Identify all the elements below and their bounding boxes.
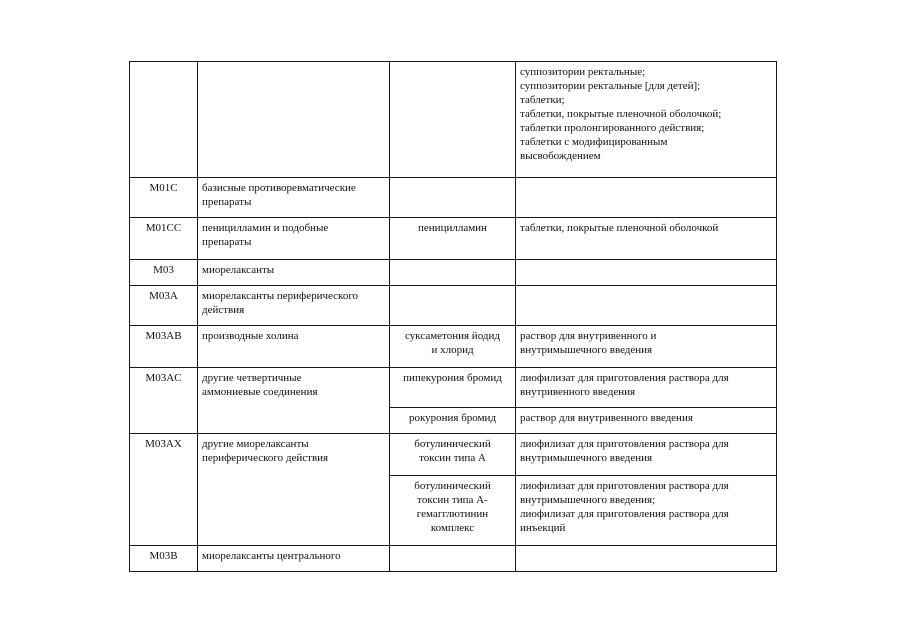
dosage-form-line: высвобождением: [520, 150, 601, 162]
dosage-form-line: суппозитории ректальные [для детей];: [520, 80, 701, 92]
table-row: [130, 62, 777, 178]
dosage-form-cell: [516, 286, 777, 326]
group-name-cell: [198, 62, 390, 178]
drug-name-line: токсин типа А-: [417, 494, 488, 506]
dosage-form-line: таблетки, покрытые пленочной оболочкой: [520, 222, 719, 234]
dosage-form-line: внутримышечного введения: [520, 344, 653, 356]
group-name-cell: [198, 286, 390, 326]
group-name-cell: [198, 218, 390, 260]
dosage-form-cell: [516, 326, 777, 368]
dosage-form-line: таблетки пролонгированного действия;: [520, 122, 705, 134]
group-name-cell: [198, 546, 390, 572]
dosage-form-line: лиофилизат для приготовления раствора для: [520, 508, 729, 520]
dosage-form-line: инъекций: [520, 522, 566, 534]
dosage-form-line: раствор для внутривенного введения: [520, 412, 693, 424]
dosage-form-line: таблетки с модифицированным: [520, 136, 668, 148]
dosage-form-cell: [516, 408, 777, 434]
group-name-cell: [198, 178, 390, 218]
table-row: [130, 286, 777, 326]
atc-code-cell: M03AB: [130, 326, 198, 368]
drug-name-line: суксаметония йодид: [405, 330, 500, 342]
drug-name-line: гемагглютинин: [416, 508, 489, 520]
dosage-form-line: таблетки, покрытые пленочной оболочкой;: [520, 108, 722, 120]
group-name-line: производные холина: [202, 330, 299, 342]
drug-name-cell: [390, 408, 516, 434]
drug-name-line: ботулинический: [414, 438, 491, 450]
drug-name-cell: [390, 326, 516, 368]
drug-name-cell: [390, 434, 516, 476]
medication-table: [129, 61, 777, 572]
group-name-line: другие четвертичные: [202, 372, 302, 384]
dosage-form-line: таблетки;: [520, 94, 565, 106]
table-row: [130, 368, 777, 408]
group-name-line: пеницилламин и подобные: [202, 222, 329, 234]
table-row: [130, 326, 777, 368]
group-name-line: миорелаксанты: [202, 264, 275, 276]
dosage-form-line: лиофилизат для приготовления раствора для: [520, 438, 729, 450]
group-name-line: действия: [202, 304, 245, 316]
drug-name-line: токсин типа А: [419, 452, 486, 464]
dosage-form-line: лиофилизат для приготовления раствора для: [520, 480, 729, 492]
table-row: [130, 546, 777, 572]
group-name-cell: [198, 368, 390, 434]
dosage-form-cell: [516, 546, 777, 572]
group-name-line: препараты: [202, 236, 252, 248]
dosage-form-cell: [516, 218, 777, 260]
drug-name-cell: [390, 476, 516, 546]
drug-name-cell: [390, 62, 516, 178]
drug-name-cell: [390, 546, 516, 572]
group-name-line: миорелаксанты периферического: [202, 290, 359, 302]
table-row: [130, 434, 777, 476]
group-name-line: базисные противоревматические: [202, 182, 356, 194]
drug-name-cell: [390, 260, 516, 286]
drug-name-line: и хлорид: [431, 344, 474, 356]
group-name-line: аммониевые соединения: [202, 386, 318, 398]
atc-code-cell: [130, 62, 198, 178]
dosage-form-line: внутримышечного введения: [520, 452, 653, 464]
atc-code-cell: M01CC: [130, 218, 198, 260]
group-name-cell: [198, 326, 390, 368]
drug-name-line: рокурония бромид: [408, 412, 497, 424]
drug-name-line: ботулинический: [414, 480, 491, 492]
dosage-form-cell: [516, 434, 777, 476]
group-name-cell: [198, 434, 390, 546]
drug-name-cell: [390, 368, 516, 408]
drug-name-cell: [390, 178, 516, 218]
drug-name-line: пеницилламин: [418, 222, 487, 234]
dosage-form-cell: [516, 476, 777, 546]
dosage-form-line: лиофилизат для приготовления раствора для: [520, 372, 729, 384]
dosage-form-line: раствор для внутривенного и: [520, 330, 657, 342]
atc-code-cell: M03: [130, 260, 198, 286]
group-name-cell: [198, 260, 390, 286]
dosage-form-cell: [516, 62, 777, 178]
dosage-form-line: внутривенного введения: [520, 386, 636, 398]
atc-code-cell: M03A: [130, 286, 198, 326]
dosage-form-cell: [516, 260, 777, 286]
dosage-form-cell: [516, 178, 777, 218]
drug-name-cell: [390, 286, 516, 326]
dosage-form-cell: [516, 368, 777, 408]
dosage-form-line: суппозитории ректальные;: [520, 66, 646, 78]
atc-code-cell: M01C: [130, 178, 198, 218]
table-row: [130, 218, 777, 260]
group-name-line: другие миорелаксанты: [202, 438, 309, 450]
drug-name-line: пипекурония бромид: [403, 372, 502, 384]
group-name-line: периферического действия: [202, 452, 329, 464]
drug-name-cell: [390, 218, 516, 260]
table-row: [130, 260, 777, 286]
drug-name-line: комплекс: [430, 522, 475, 534]
group-name-line: миорелаксанты центрального: [202, 550, 341, 562]
atc-code-cell: M03AC: [130, 368, 198, 434]
atc-code-cell: M03AX: [130, 434, 198, 546]
table-body: [130, 62, 777, 572]
table-row: [130, 178, 777, 218]
dosage-form-line: внутримышечного введения;: [520, 494, 656, 506]
group-name-line: препараты: [202, 196, 252, 208]
atc-code-cell: M03B: [130, 546, 198, 572]
